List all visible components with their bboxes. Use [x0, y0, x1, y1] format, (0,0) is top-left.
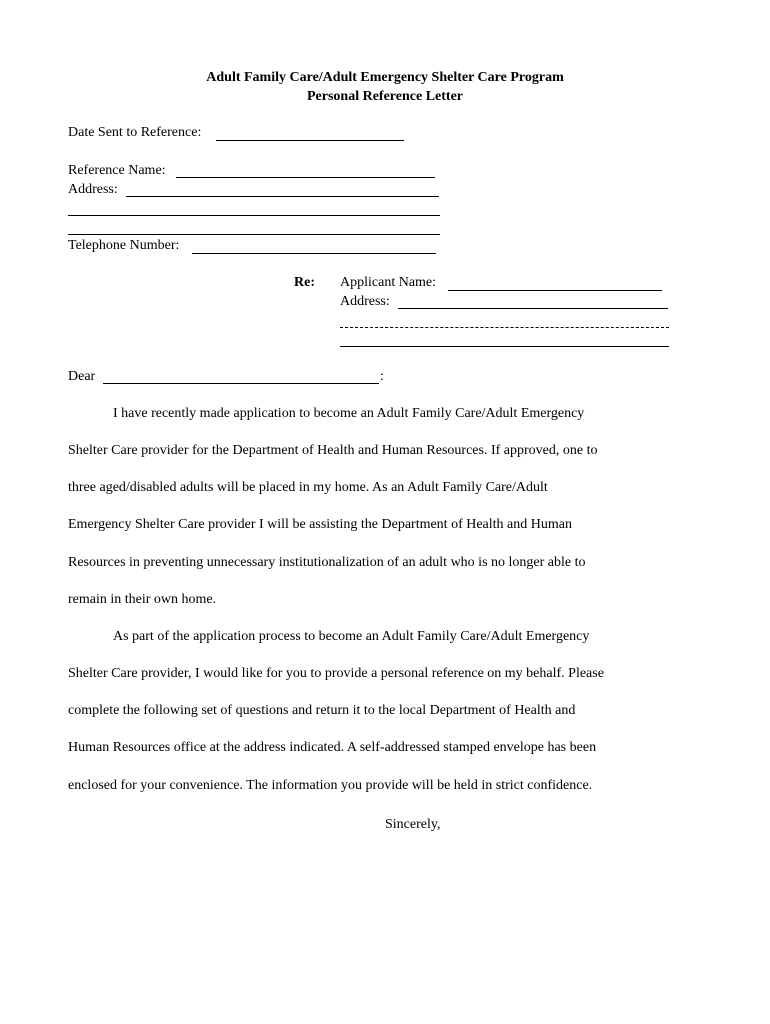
paragraph-1-line-3: three aged/disabled adults will be placed in my home. As an Adult Family Care/Adult: [68, 480, 548, 495]
paragraph-1-line-4: Emergency Shelter Care provider I will be assisting the Department of Health and Human: [68, 517, 572, 532]
telephone-label: Telephone Number:: [68, 238, 180, 253]
applicant-name-input[interactable]: [448, 290, 662, 291]
date-sent-label: Date Sent to Reference:: [68, 125, 202, 140]
paragraph-1-line-1: I have recently made application to become an Adult Family Care/Adult Emergency: [113, 406, 585, 421]
applicant-address-label: Address:: [340, 294, 390, 309]
document-subtitle: Personal Reference Letter: [307, 89, 463, 104]
telephone-input[interactable]: [192, 253, 436, 254]
paragraph-2-line-2: Shelter Care provider, I would like for you to provide a personal reference on my behalf. Please: [68, 666, 604, 681]
reference-name-label: Reference Name:: [68, 163, 166, 178]
paragraph-2-line-3: complete the following set of questions and return it to the local Department of Health and: [68, 703, 576, 718]
reference-address-label: Address:: [68, 182, 118, 197]
applicant-address-row: [340, 293, 390, 311]
paragraph-1-line-2: Shelter Care provider for the Department of Health and Human Resources. If approved, one to: [68, 443, 598, 458]
re-label: Re:: [294, 275, 315, 290]
paragraph-2-line-1: As part of the application process to become an Adult Family Care/Adult Emergency: [113, 629, 590, 644]
paragraph-2-line-4: Human Resources office at the address indicated. A self-addressed stamped envelope has been: [68, 740, 597, 755]
salutation-colon: :: [380, 369, 384, 384]
paragraph-2-line-5: enclosed for your convenience. The information you provide will be held in strict confidence.: [68, 778, 593, 793]
applicant-name-row: [340, 274, 436, 292]
applicant-address-input-3[interactable]: [340, 346, 669, 347]
applicant-address-input-1[interactable]: [398, 308, 668, 309]
reference-address-input-1[interactable]: [126, 196, 439, 197]
date-sent-input[interactable]: [216, 140, 404, 141]
applicant-address-input-2[interactable]: [340, 327, 669, 328]
paragraph-1-line-6: remain in their own home.: [68, 592, 217, 607]
document-title: Adult Family Care/Adult Emergency Shelter Care Program: [206, 70, 564, 85]
reference-address-input-2[interactable]: [68, 215, 440, 216]
salutation-name-input[interactable]: [103, 383, 379, 384]
telephone-row: [68, 237, 179, 255]
applicant-name-label: Applicant Name:: [340, 275, 437, 290]
reference-name-input[interactable]: [176, 177, 435, 178]
salutation-label: Dear: [68, 369, 96, 384]
closing: Sincerely,: [385, 817, 441, 832]
reference-name-row: [68, 162, 166, 180]
reference-address-row: [68, 181, 118, 199]
paragraph-1-line-5: Resources in preventing unnecessary institutionalization of an adult who is no longer able to: [68, 555, 586, 570]
reference-address-input-3[interactable]: [68, 234, 440, 235]
date-sent-row: [68, 124, 201, 142]
